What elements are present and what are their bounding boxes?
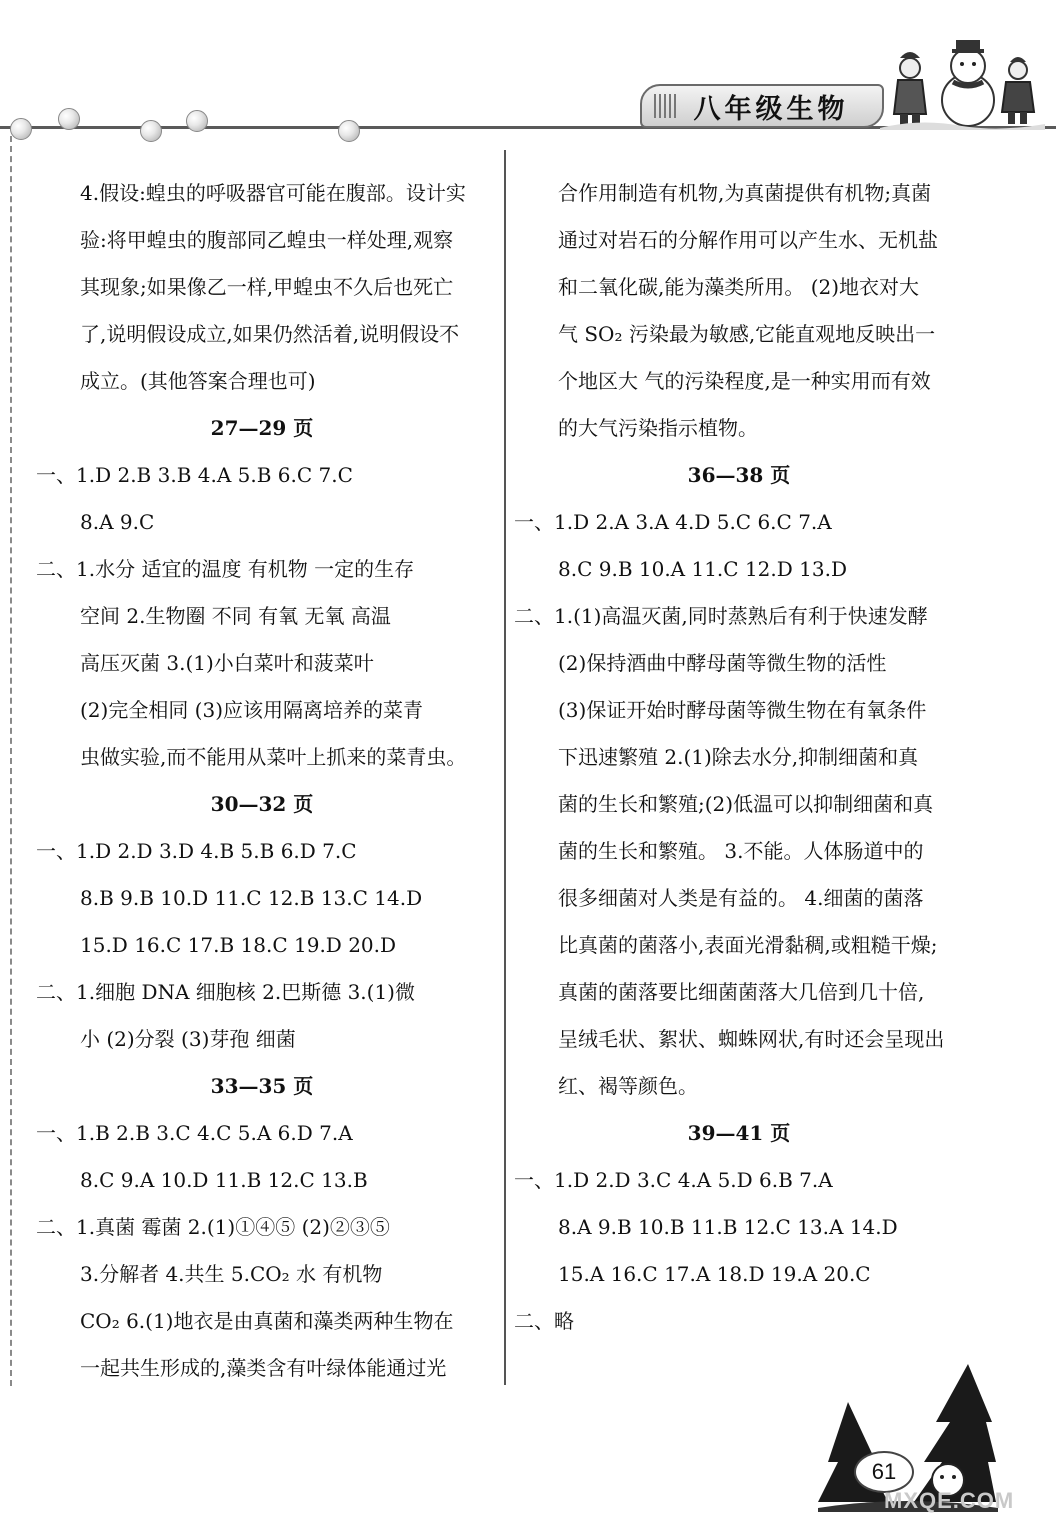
answer-line: 8.A 9.B 10.B 11.B 12.C 13.A 14.D <box>558 1215 898 1239</box>
answer-line: 4.假设:蝗虫的呼吸器官可能在腹部。设计实 <box>80 181 466 205</box>
answer-line: 其现象;如果像乙一样,甲蝗虫不久后也死亡 <box>80 275 454 299</box>
stripes-decoration <box>654 94 676 118</box>
answer-line: 空间 2.生物圈 不同 有氧 无氧 高温 <box>80 604 391 628</box>
answer-line: 的大气污染指示植物。 <box>558 416 758 440</box>
section-heading: 30—32 页 <box>210 792 314 816</box>
answer-line: 下迅速繁殖 2.(1)除去水分,抑制细菌和真 <box>558 745 919 769</box>
answer-line: 和二氧化碳,能为藻类所用。 (2)地衣对大 <box>558 275 920 299</box>
answer-line: 菌的生长和繁殖。 3.不能。人体肠道中的 <box>558 839 924 863</box>
answer-line: 8.C 9.A 10.D 11.B 12.C 13.B <box>80 1168 368 1192</box>
answer-line: 8.B 9.B 10.D 11.C 12.B 13.C 14.D <box>80 886 423 910</box>
answer-line: 高压灭菌 3.(1)小白菜叶和菠菜叶 <box>80 651 374 675</box>
answer-line: 二、1.细胞 DNA 细胞核 2.巴斯德 3.(1)微 <box>36 980 415 1004</box>
answer-line: 8.C 9.B 10.A 11.C 12.D 13.D <box>558 557 847 581</box>
answer-line: 二、略 <box>514 1309 574 1333</box>
answer-line: 通过对岩石的分解作用可以产生水、无机盐 <box>558 228 938 252</box>
answer-line: 虫做实验,而不能用从菜叶上抓来的菜青虫。 <box>80 745 467 769</box>
answer-line: 15.D 16.C 17.B 18.C 19.D 20.D <box>80 933 397 957</box>
answer-line: 3.分解者 4.共生 5.CO₂ 水 有机物 <box>80 1262 383 1286</box>
answer-line: 菌的生长和繁殖;(2)低温可以抑制细菌和真 <box>558 792 934 816</box>
answer-line: 二、1.(1)高温灭菌,同时蒸熟后有利于快速发酵 <box>514 604 928 628</box>
answer-line: (2)保持酒曲中酵母菌等微生物的活性 <box>558 651 887 675</box>
left-answer-column <box>36 170 488 1392</box>
section-heading: 27—29 页 <box>210 416 314 440</box>
answer-line: 一、1.D 2.B 3.B 4.A 5.B 6.C 7.C <box>36 463 353 487</box>
answer-line: 呈绒毛状、絮状、蜘蛛网状,有时还会呈现出 <box>558 1027 945 1051</box>
answer-line: 一、1.D 2.A 3.A 4.D 5.C 6.C 7.A <box>514 510 832 534</box>
answer-line: (2)完全相同 (3)应该用隔离培养的菜青 <box>80 698 424 722</box>
answer-line: 气 SO₂ 污染最为敏感,它能直观地反映出一 <box>558 322 936 346</box>
answer-line: 很多细菌对人类是有益的。 4.细菌的菌落 <box>558 886 924 910</box>
answer-line: 二、1.水分 适宜的温度 有机物 一定的生存 <box>36 557 415 581</box>
column-divider <box>504 150 506 1385</box>
answer-line: CO₂ 6.(1)地衣是由真菌和藻类两种生物在 <box>80 1309 454 1333</box>
snowball-bead-icon <box>10 118 32 140</box>
section-heading: 36—38 页 <box>687 463 791 487</box>
title-plate <box>640 84 884 128</box>
snowball-bead-icon <box>58 108 80 130</box>
answer-line: 小 (2)分裂 (3)芽孢 细菌 <box>80 1027 296 1051</box>
cut-line <box>10 136 12 1386</box>
snowball-bead-icon <box>140 120 162 142</box>
right-answer-column <box>514 170 964 1345</box>
watermark: MXQE.COM <box>884 1488 1015 1513</box>
answer-line: 真菌的菌落要比细菌菌落大几倍到几十倍, <box>558 980 925 1004</box>
answer-line: 验:将甲蝗虫的腹部同乙蝗虫一样处理,观察 <box>80 228 454 252</box>
answer-line: 一、1.D 2.D 3.D 4.B 5.B 6.D 7.C <box>36 839 357 863</box>
answer-line: 15.A 16.C 17.A 18.D 19.A 20.C <box>558 1262 871 1286</box>
page-number: 61 <box>854 1451 914 1493</box>
answer-line: 比真菌的菌落小,表面光滑黏稠,或粗糙干燥; <box>558 933 938 957</box>
section-heading: 39—41 页 <box>687 1121 791 1145</box>
snowball-bead-icon <box>186 110 208 132</box>
answer-line: 一、1.B 2.B 3.C 4.C 5.A 6.D 7.A <box>36 1121 353 1145</box>
answer-line: 了,说明假设成立,如果仍然活着,说明假设不 <box>80 322 460 346</box>
section-heading: 33—35 页 <box>210 1074 314 1098</box>
answer-line: 二、1.真菌 霉菌 2.(1)①④⑤ (2)②③⑤ <box>36 1215 390 1239</box>
snowman-kids-icon <box>880 30 1045 130</box>
snowball-bead-icon <box>338 120 360 142</box>
answer-line: 成立。(其他答案合理也可) <box>80 369 316 393</box>
answer-line: 8.A 9.C <box>80 510 155 534</box>
answer-line: 合作用制造有机物,为真菌提供有机物;真菌 <box>558 181 932 205</box>
page-title: 八年级生物 <box>693 93 849 125</box>
answer-line: 一起共生形成的,藻类含有叶绿体能通过光 <box>80 1356 447 1380</box>
answer-line: 个地区大 气的污染程度,是一种实用而有效 <box>558 369 931 393</box>
answer-line: (3)保证开始时酵母菌等微生物在有氧条件 <box>558 698 927 722</box>
answer-line: 红、褐等颜色。 <box>558 1074 698 1098</box>
answer-line: 一、1.D 2.D 3.C 4.A 5.D 6.B 7.A <box>514 1168 833 1192</box>
